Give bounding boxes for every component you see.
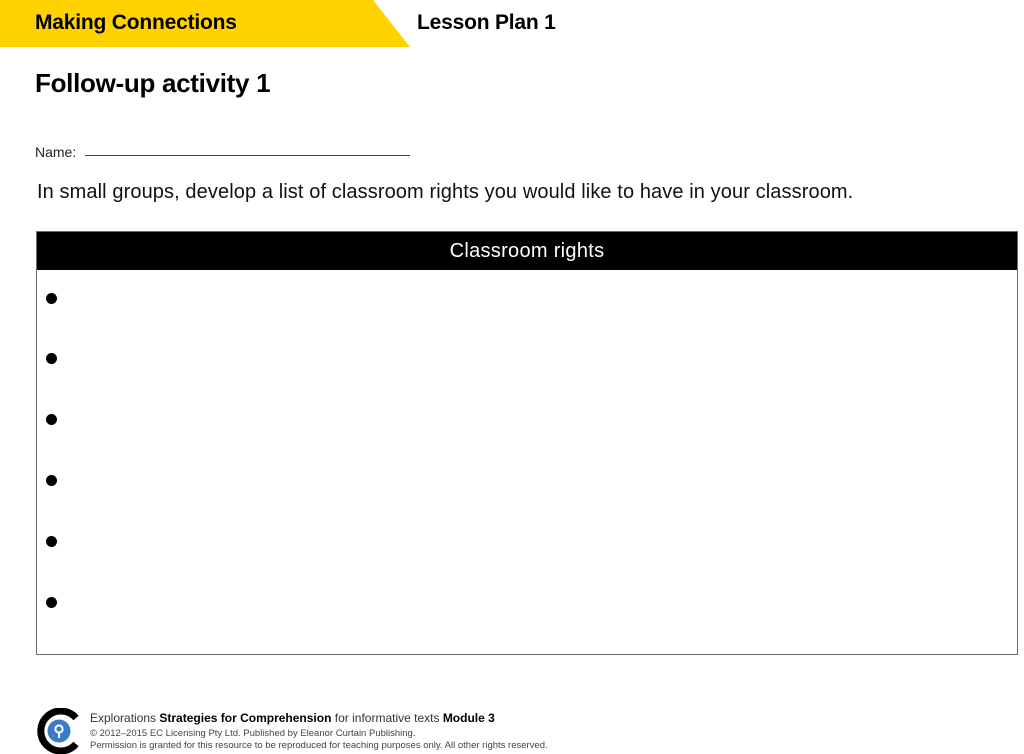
bullet-icon	[46, 293, 57, 304]
name-label: Name:	[35, 144, 77, 160]
footer-series-title: Strategies for Comprehension	[159, 711, 332, 725]
footer-module: Module 3	[442, 711, 495, 725]
instructions-text: In small groups, develop a list of classroom rights you would like to have in your classroom.	[37, 181, 854, 203]
ec-logo-icon	[36, 708, 82, 754]
classroom-rights-header: Classroom rights	[37, 232, 1017, 270]
rights-item-4[interactable]	[67, 468, 1005, 492]
banner-title: Making Connections	[35, 11, 237, 34]
lesson-plan-label: Lesson Plan 1	[417, 11, 556, 34]
footer	[0, 700, 1024, 753]
bullet-icon	[46, 475, 57, 486]
bullet-icon	[46, 353, 57, 364]
classroom-rights-table	[36, 231, 1018, 655]
footer-series-middle: for informative texts	[334, 711, 440, 725]
rights-item-3[interactable]	[67, 407, 1005, 431]
bullet-icon	[46, 536, 57, 547]
name-field[interactable]	[85, 155, 410, 156]
bullet-icon	[46, 597, 57, 608]
footer-series-line	[90, 711, 495, 725]
footer-copyright: © 2012–2015 EC Licensing Pty Ltd. Published by Eleanor Curtain Publishing.	[90, 728, 416, 739]
bullet-icon	[46, 414, 57, 425]
rights-item-2[interactable]	[67, 346, 1005, 370]
rights-item-5[interactable]	[67, 529, 1005, 553]
activity-title: Follow-up activity 1	[35, 68, 271, 98]
rights-item-6[interactable]	[67, 590, 1005, 614]
name-field-row	[35, 143, 415, 161]
rights-item-1[interactable]	[67, 286, 1005, 310]
footer-series-prefix: Explorations	[90, 711, 157, 725]
footer-permission: Permission is granted for this resource to be reproduced for teaching purposes only. All other rights reserved.	[90, 740, 548, 751]
